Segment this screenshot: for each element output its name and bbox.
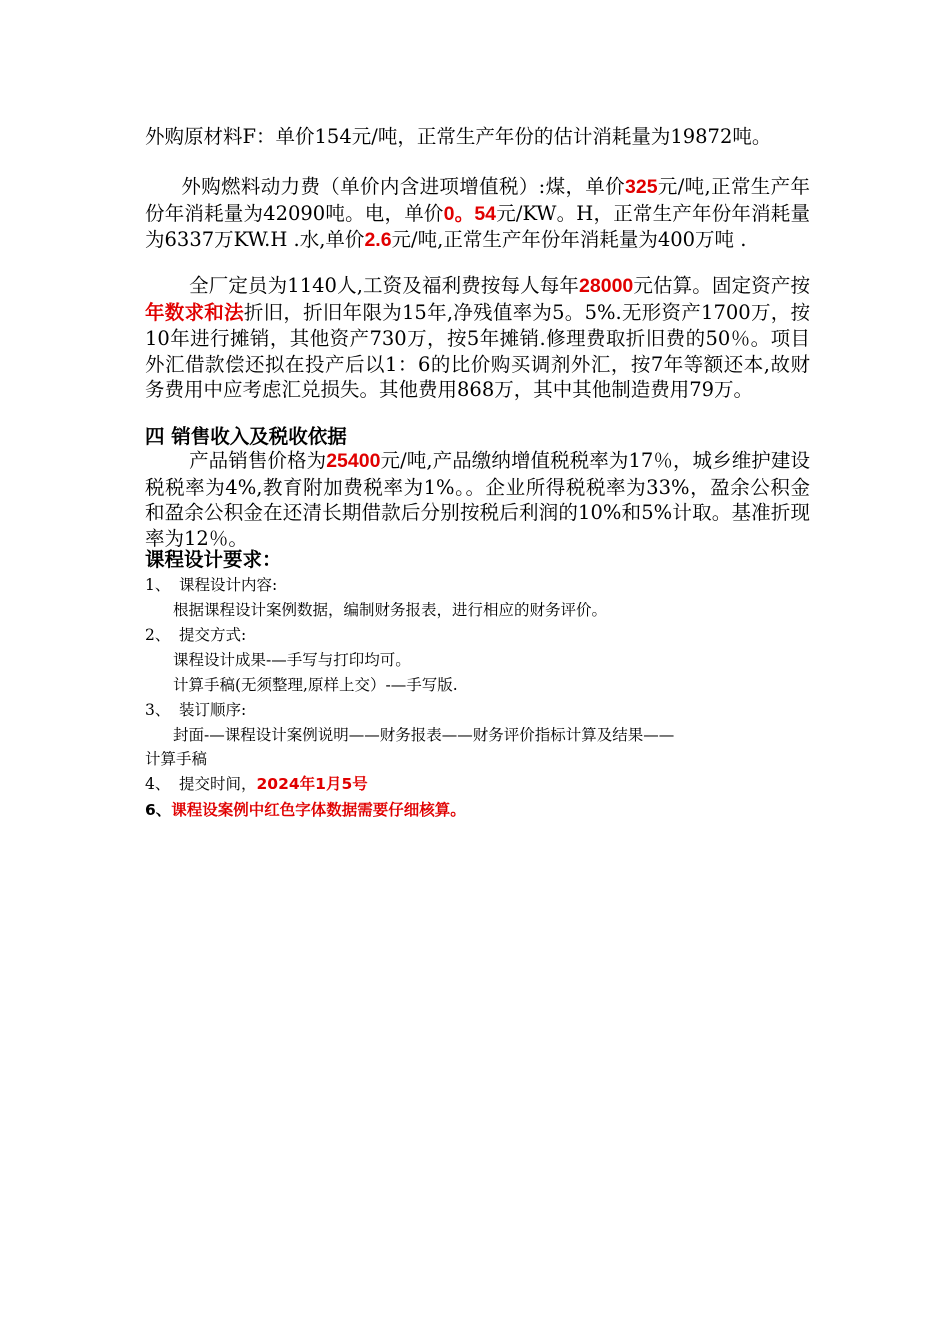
depreciation-method: 年数求和法: [145, 301, 244, 324]
water-price-value: 2.6: [364, 229, 392, 251]
paragraph-sales-tax: 产品销售价格为25400元/吨,产品缴纳增值税税率为17％，城乡维护建设税税率为4%,教育附加费税率为1%。。企业所得税税率为33%，盈余公积金和盈余公积金在还清长期借款后分别按税后利润的10%和5%计取。基准折现率为12％。: [145, 449, 810, 550]
requirement-item-4: 4、 提交时间，2024年1月5号: [145, 775, 368, 793]
requirement-item-3-line: 计算手稿: [145, 750, 208, 768]
electricity-price-value: 0。54: [443, 202, 497, 225]
requirement-item-1-line: 根据课程设计案例数据，编制财务报表，进行相应的财务评价。: [173, 601, 608, 619]
requirement-item-3-line: 封面-—课程设计案例说明——财务报表——财务评价指标计算及结果——: [173, 726, 675, 744]
requirements-heading: 课程设计要求：: [145, 548, 282, 571]
coal-price-value: 325: [625, 176, 658, 198]
paragraph-fuel-power: 外购燃料动力费（单价内含进项增值税）:煤，单价325元/吨,正常生产年份年消耗量为42090吨。电，单价0。54元/KW。H，正常生产年份年消耗量为6337万KW.H .水,单价2.6元/吨,正常生产年份年消耗量为400万吨 .: [145, 175, 810, 251]
red-data-note: 课程设案例中红色字体数据需要仔细核算。: [171, 801, 466, 819]
requirement-item-6: 6、课程设案例中红色字体数据需要仔细核算。: [145, 801, 466, 819]
submission-date: 2024年1月5号: [256, 775, 368, 793]
requirement-item-2: 2、 提交方式:: [145, 626, 247, 644]
requirement-item-1: 1、 课程设计内容:: [145, 576, 278, 594]
requirement-item-2-line: 课程设计成果-—手写与打印均可。: [173, 651, 411, 669]
paragraph-staff-assets: 全厂定员为1140人,工资及福利费按每人每年28000元估算。固定资产按年数求和法折旧，折旧年限为15年,净残值率为5。5%.无形资产1700万，按10年进行摊销，其他资产730万，按5年摊销.修理费取折旧费的50％。项目外汇借款偿还拟在投产后以1：6的比价购买调剂外汇，按7年等额还本,故财务费用中应考虑汇兑损失。其他费用868万，其中其他制造费用79万。: [145, 274, 810, 401]
requirement-item-2-line: 计算手稿(无须整理,原样上交）-—手写版.: [173, 676, 458, 694]
requirement-item-3: 3、 装订顺序:: [145, 701, 247, 719]
section-heading-sales-tax: 四 销售收入及税收依据: [145, 425, 347, 448]
product-price-value: 25400: [326, 450, 381, 472]
paragraph-raw-material: 外购原材料F：单价154元/吨，正常生产年份的估计消耗量为19872吨。: [145, 125, 772, 148]
salary-value: 28000: [579, 275, 634, 297]
